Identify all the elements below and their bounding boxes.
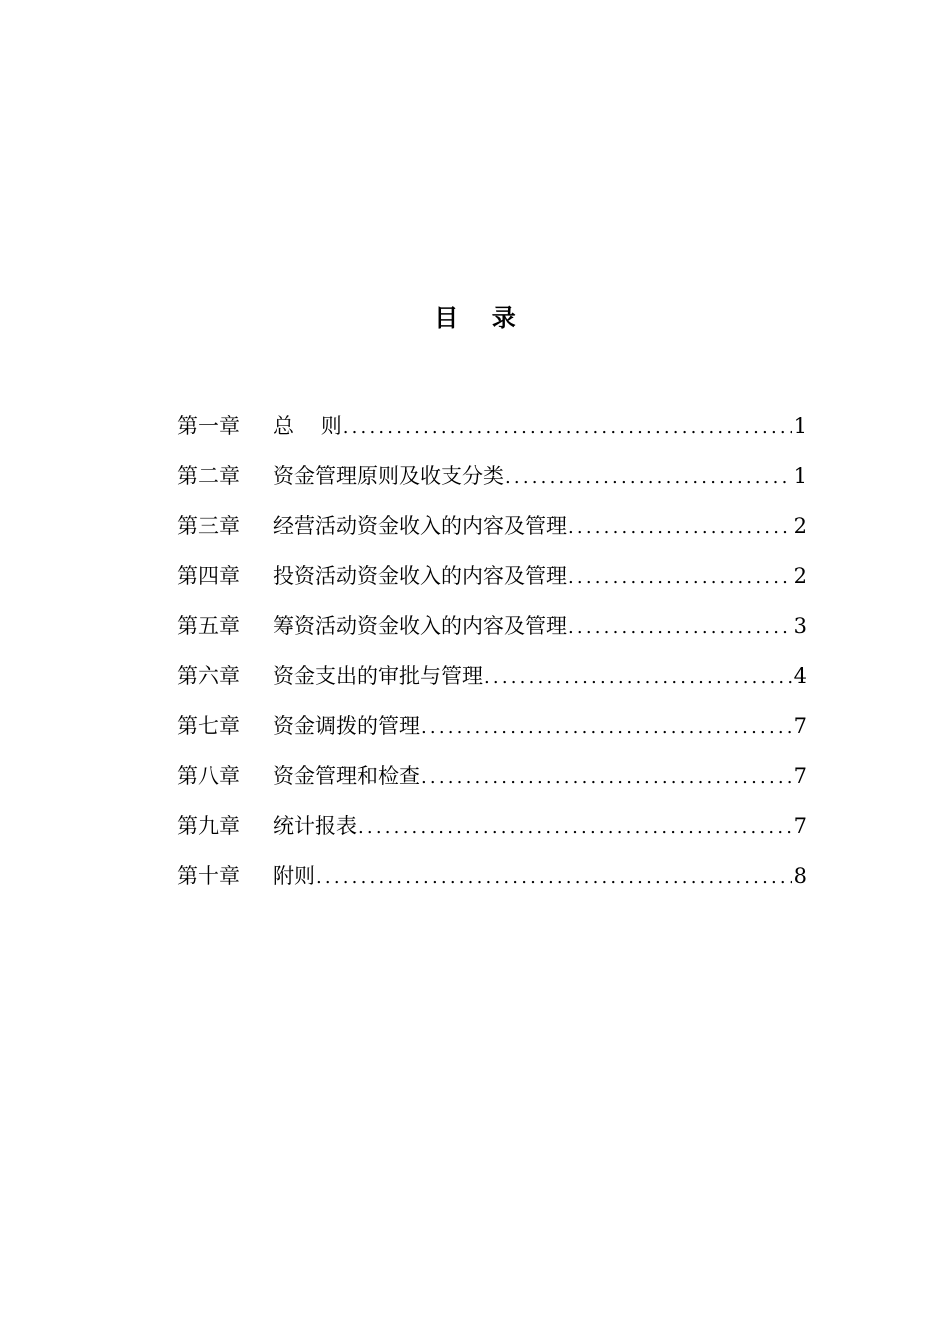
toc-page-number: 2	[793, 564, 807, 588]
toc-dot-leader	[483, 657, 792, 699]
toc-chapter-number: 第四章	[177, 564, 240, 588]
toc-page-number: 4	[793, 664, 807, 688]
toc-page-number: 1	[793, 414, 807, 438]
toc-entry[interactable]	[177, 605, 807, 655]
toc-dot-leader	[357, 807, 792, 849]
toc-dot-leader	[504, 457, 792, 499]
toc-page-number: 3	[793, 614, 807, 638]
toc-page-number: 7	[793, 764, 807, 788]
toc-list	[177, 405, 807, 905]
toc-chapter-heading: 附则	[273, 864, 315, 888]
toc-entry[interactable]	[177, 505, 807, 555]
toc-title: 目 录	[434, 303, 516, 333]
toc-chapter-number: 第二章	[177, 464, 240, 488]
toc-chapter-number: 第七章	[177, 714, 240, 738]
toc-dot-leader	[567, 507, 792, 549]
toc-chapter-heading: 统计报表	[273, 814, 357, 838]
toc-page-number: 7	[793, 714, 807, 738]
toc-chapter-number: 第三章	[177, 514, 240, 538]
toc-page-number: 2	[793, 514, 807, 538]
toc-dot-leader	[315, 857, 792, 899]
toc-chapter-heading: 经营活动资金收入的内容及管理	[273, 514, 567, 538]
toc-chapter-number: 第九章	[177, 814, 240, 838]
toc-entry[interactable]	[177, 705, 807, 755]
toc-chapter-number: 第一章	[177, 414, 240, 438]
toc-page-number: 7	[793, 814, 807, 838]
toc-dot-leader	[420, 707, 792, 749]
toc-entry[interactable]	[177, 755, 807, 805]
toc-dot-leader	[342, 407, 792, 449]
toc-chapter-heading: 筹资活动资金收入的内容及管理	[273, 614, 567, 638]
toc-entry[interactable]	[177, 805, 807, 855]
toc-entry[interactable]	[177, 855, 807, 905]
toc-chapter-number: 第八章	[177, 764, 240, 788]
toc-entry[interactable]	[177, 405, 807, 455]
toc-chapter-number: 第六章	[177, 664, 240, 688]
toc-chapter-heading: 总 则	[273, 414, 342, 438]
toc-chapter-number: 第十章	[177, 864, 240, 888]
toc-chapter-heading: 资金调拨的管理	[273, 714, 420, 738]
toc-chapter-heading: 投资活动资金收入的内容及管理	[273, 564, 567, 588]
toc-entry[interactable]	[177, 555, 807, 605]
toc-chapter-heading: 资金管理和检查	[273, 764, 420, 788]
toc-dot-leader	[567, 607, 792, 649]
toc-dot-leader	[567, 557, 792, 599]
toc-page-number: 1	[793, 464, 807, 488]
toc-dot-leader	[420, 757, 792, 799]
toc-chapter-heading: 资金管理原则及收支分类	[273, 464, 504, 488]
toc-chapter-heading: 资金支出的审批与管理	[273, 664, 483, 688]
toc-entry[interactable]	[177, 455, 807, 505]
toc-chapter-number: 第五章	[177, 614, 240, 638]
toc-entry[interactable]	[177, 655, 807, 705]
toc-page-number: 8	[793, 864, 807, 888]
